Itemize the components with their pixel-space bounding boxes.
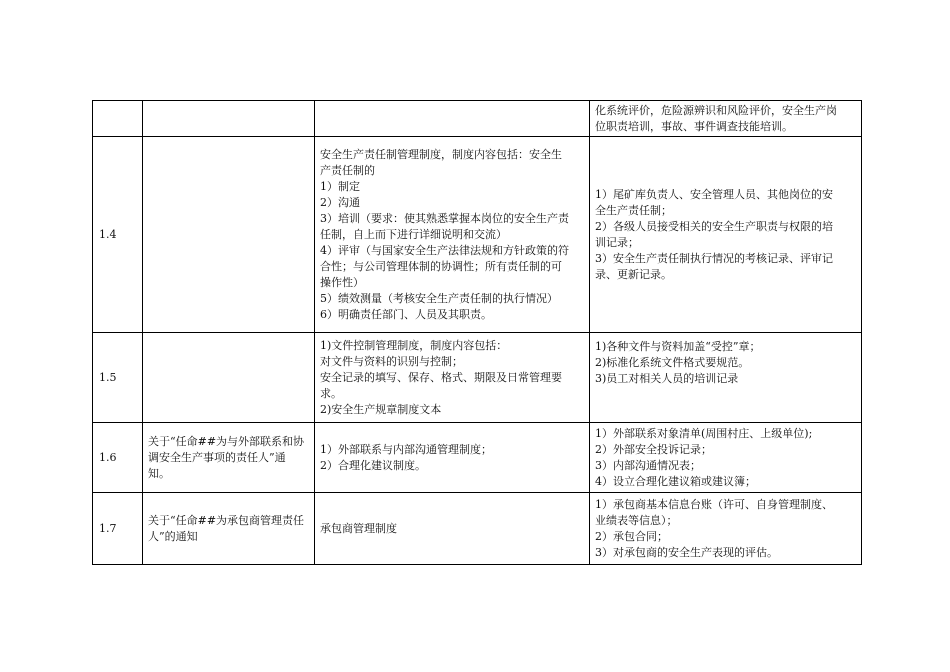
evidence-line: 2)标准化系统文件格式要规范。 (595, 356, 750, 369)
notice-line: 调安全生产事项的责任人”通 (148, 450, 286, 464)
content-line: 安全生产责任制管理制度，制度内容包括：安全生 (320, 147, 562, 161)
content-line: 1）制定 (320, 179, 360, 193)
table-row (93, 493, 862, 565)
content-line: 2）沟通 (320, 195, 360, 209)
evidence-cell (590, 423, 862, 493)
item-number-cell: 1.6 (93, 423, 143, 493)
content-line: 6）明确责任部门、人员及其职责。 (320, 307, 492, 321)
evidence-line: 2）外部安全投诉记录； (595, 442, 712, 456)
evidence-line: 3）内部沟通情况表； (595, 458, 701, 472)
item-number-cell: 1.5 (93, 333, 143, 423)
system-content-cell (315, 423, 590, 493)
content-line: 操作性） (320, 275, 364, 289)
evidence-cell (590, 137, 862, 333)
item-number-cell (93, 101, 143, 137)
content-line: 承包商管理制度 (320, 521, 397, 535)
notice-cell (143, 137, 315, 333)
evidence-line: 全生产责任制； (595, 203, 672, 217)
evidence-line: 3）安全生产责任制执行情况的考核记录、评审记 (595, 251, 833, 265)
content-line: 求。 (320, 386, 342, 400)
content-line: 1)文件控制管理制度，制度内容包括： (320, 338, 508, 352)
evidence-line: 训记录； (595, 235, 639, 249)
evidence-line: 3）对承包商的安全生产表现的评估。 (595, 545, 778, 559)
content-line: 产责任制的 (320, 163, 375, 177)
evidence-line: 1)各种文件与资料加盖“受控”章； (595, 340, 761, 353)
content-line: 任制，自上而下进行详细说明和交流） (320, 227, 507, 241)
evidence-line: 1）尾矿库负责人、安全管理人员、其他岗位的安 (595, 187, 833, 201)
system-content-cell (315, 101, 590, 137)
system-content-cell (315, 137, 590, 333)
content-line: 安全记录的填写、保存、格式、期限及日常管理要 (320, 370, 562, 384)
content-line: 1）外部联系与内部沟通管理制度； (320, 442, 492, 456)
item-number-cell: 1.4 (93, 137, 143, 333)
system-content-cell (315, 493, 590, 565)
evidence-line: 化系统评价，危险源辨识和风险评价，安全生产岗 (595, 103, 837, 117)
evidence-line: 录、更新记录。 (595, 267, 672, 281)
content-line: 4）评审（与国家安全生产法律法规和方针政策的符 (320, 243, 569, 257)
content-line: 5）绩效测量（考核安全生产责任制的执行情况） (320, 291, 558, 305)
notice-line: 关于“任命##为与外部联系和协 (148, 434, 305, 448)
evidence-line: 4）设立合理化建议箱或建议簿； (595, 474, 756, 488)
evidence-line: 3)员工对相关人员的培训记录 (595, 372, 739, 385)
content-line: 对文件与资料的识别与控制； (320, 354, 463, 368)
content-line: 2）合理化建议制度。 (320, 458, 426, 472)
system-content-cell (315, 333, 590, 423)
evidence-cell (590, 333, 862, 423)
evidence-line: 2）承包合同； (595, 529, 668, 543)
notice-cell (143, 101, 315, 137)
notice-line: 知。 (148, 466, 170, 480)
evidence-line: 1）外部联系对象清单(周围村庄、上级单位); (595, 426, 813, 440)
evidence-cell (590, 101, 862, 137)
notice-line: 人”的通知 (148, 529, 198, 543)
evidence-line: 2）各级人员接受相关的安全生产职责与权限的培 (595, 219, 833, 233)
notice-line: 关于“任命##为承包商管理责任 (148, 513, 305, 527)
evidence-line: 业绩表等信息）； (595, 513, 678, 527)
requirements-table (92, 100, 862, 565)
notice-cell (143, 423, 315, 493)
table-row (93, 137, 862, 333)
notice-cell (143, 493, 315, 565)
evidence-line: 位职责培训，事故、事件调查技能培训。 (595, 119, 793, 133)
item-number-cell: 1.7 (93, 493, 143, 565)
content-line: 合性；与公司管理体制的协调性；所有责任制的可 (320, 259, 562, 273)
table-row (93, 333, 862, 423)
notice-cell (143, 333, 315, 423)
table-row (93, 101, 862, 137)
evidence-cell (590, 493, 862, 565)
content-line: 2)安全生产规章制度文本 (320, 402, 442, 416)
content-line: 3）培训（要求：使其熟悉掌握本岗位的安全生产责 (320, 211, 569, 225)
evidence-line: 1）承包商基本信息台账（许可、自身管理制度、 (595, 497, 833, 511)
table-row (93, 423, 862, 493)
